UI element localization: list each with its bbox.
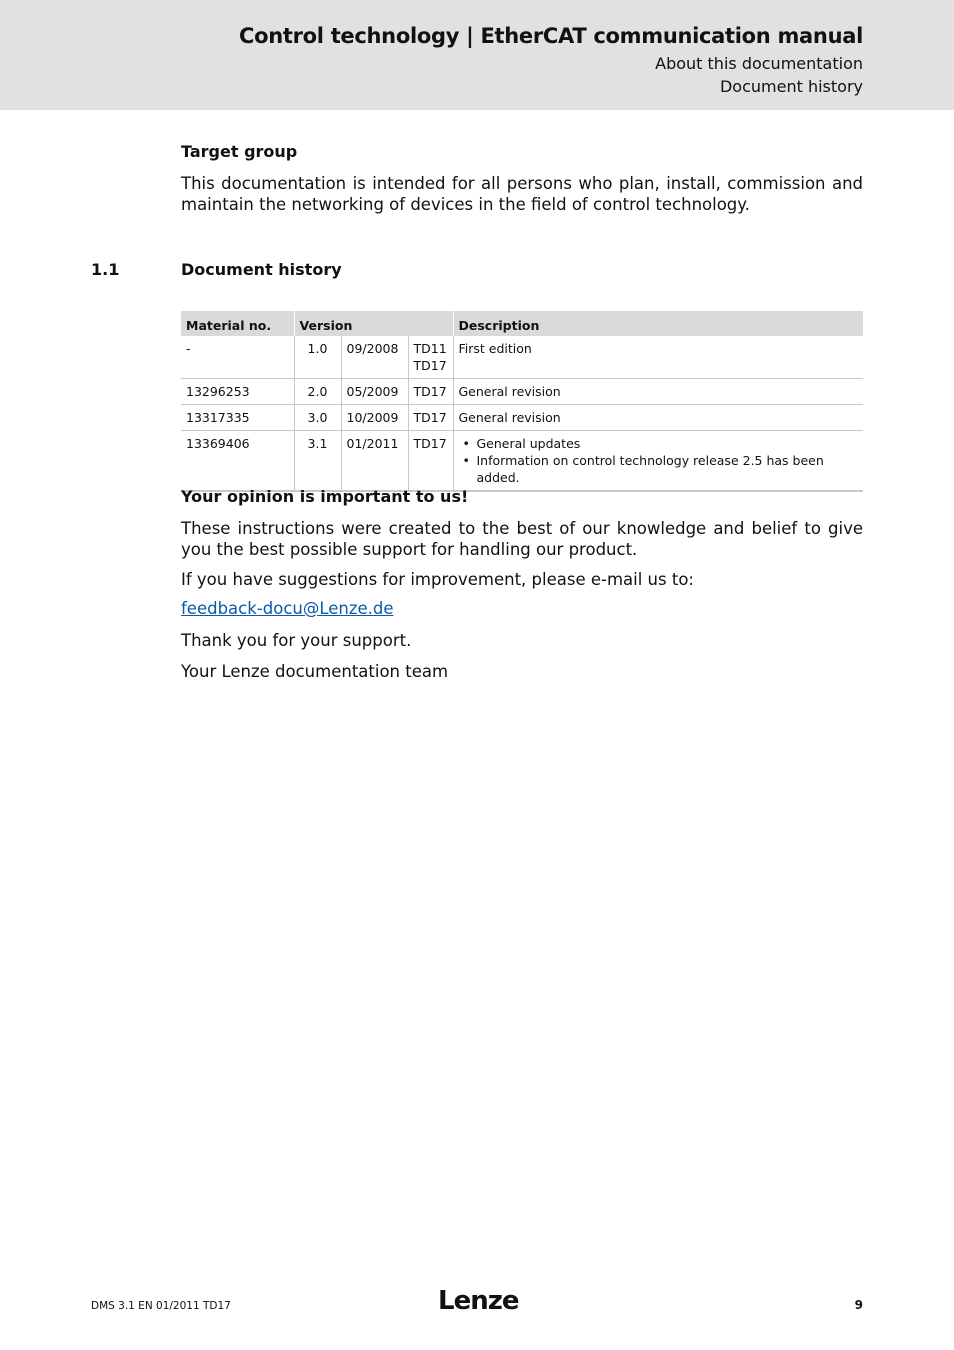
col-header-material: Material no. [181, 311, 294, 336]
bullet-item: • Information on control technology release 2.5 has been added. [459, 452, 859, 486]
table-row [181, 379, 863, 405]
cell-version: 3.0 [294, 405, 341, 431]
cell-td: TD17 [408, 405, 453, 431]
col-header-version: Version [294, 311, 453, 336]
target-group-text: This documentation is intended for all persons who plan, install, commission and maintain the networking of devices in the field of control technology. [181, 174, 863, 214]
bullet-item: • General updates [459, 435, 859, 452]
section-title: Document history [719, 77, 863, 96]
cell-description: General revision [453, 405, 863, 431]
cell-version: 3.1 [294, 431, 341, 492]
cell-material: 13369406 [181, 431, 294, 492]
lenze-logo: Lenze [438, 1286, 519, 1316]
description-bullet-list [459, 435, 859, 486]
target-group-heading: Target group [181, 142, 298, 161]
cell-date: 09/2008 [341, 336, 408, 379]
cell-td: TD17 [408, 431, 453, 492]
document-history-table [181, 311, 863, 492]
opinion-paragraph-2: If you have suggestions for improvement, please e-mail us to: [181, 570, 694, 589]
col-header-description: Description [453, 311, 863, 336]
page-number: 9 [854, 1298, 863, 1312]
table-row [181, 336, 863, 379]
table-row [181, 431, 863, 492]
opinion-heading: Your opinion is important to us! [181, 487, 469, 506]
section-number: 1.1 [91, 260, 120, 279]
chapter-title: About this documentation [655, 54, 863, 73]
cell-date: 10/2009 [341, 405, 408, 431]
cell-material: 13296253 [181, 379, 294, 405]
signature-text: Your Lenze documentation team [181, 662, 449, 681]
cell-material: 13317335 [181, 405, 294, 431]
opinion-paragraph-1: These instructions were created to the best of our knowledge and belief to give you the best possible support for handling our product. [181, 519, 863, 559]
feedback-email-link[interactable]: feedback-docu@Lenze.de [181, 599, 394, 618]
cell-date: 01/2011 [341, 431, 408, 492]
cell-version: 2.0 [294, 379, 341, 405]
cell-date: 05/2009 [341, 379, 408, 405]
cell-description: First edition [453, 336, 863, 379]
cell-description: General revision [453, 379, 863, 405]
page-header [0, 0, 954, 110]
footer-document-id: DMS 3.1 EN 01/2011 TD17 [91, 1300, 231, 1312]
thank-you-text: Thank you for your support. [181, 631, 412, 650]
table-row [181, 405, 863, 431]
table-header-row [181, 311, 863, 336]
cell-td: TD11 TD17 [408, 336, 453, 379]
manual-title: Control technology | EtherCAT communication manual [238, 24, 863, 48]
cell-td: TD17 [408, 379, 453, 405]
section-heading: Document history [181, 260, 342, 279]
cell-description [453, 431, 863, 492]
cell-material: - [181, 336, 294, 379]
cell-version: 1.0 [294, 336, 341, 379]
